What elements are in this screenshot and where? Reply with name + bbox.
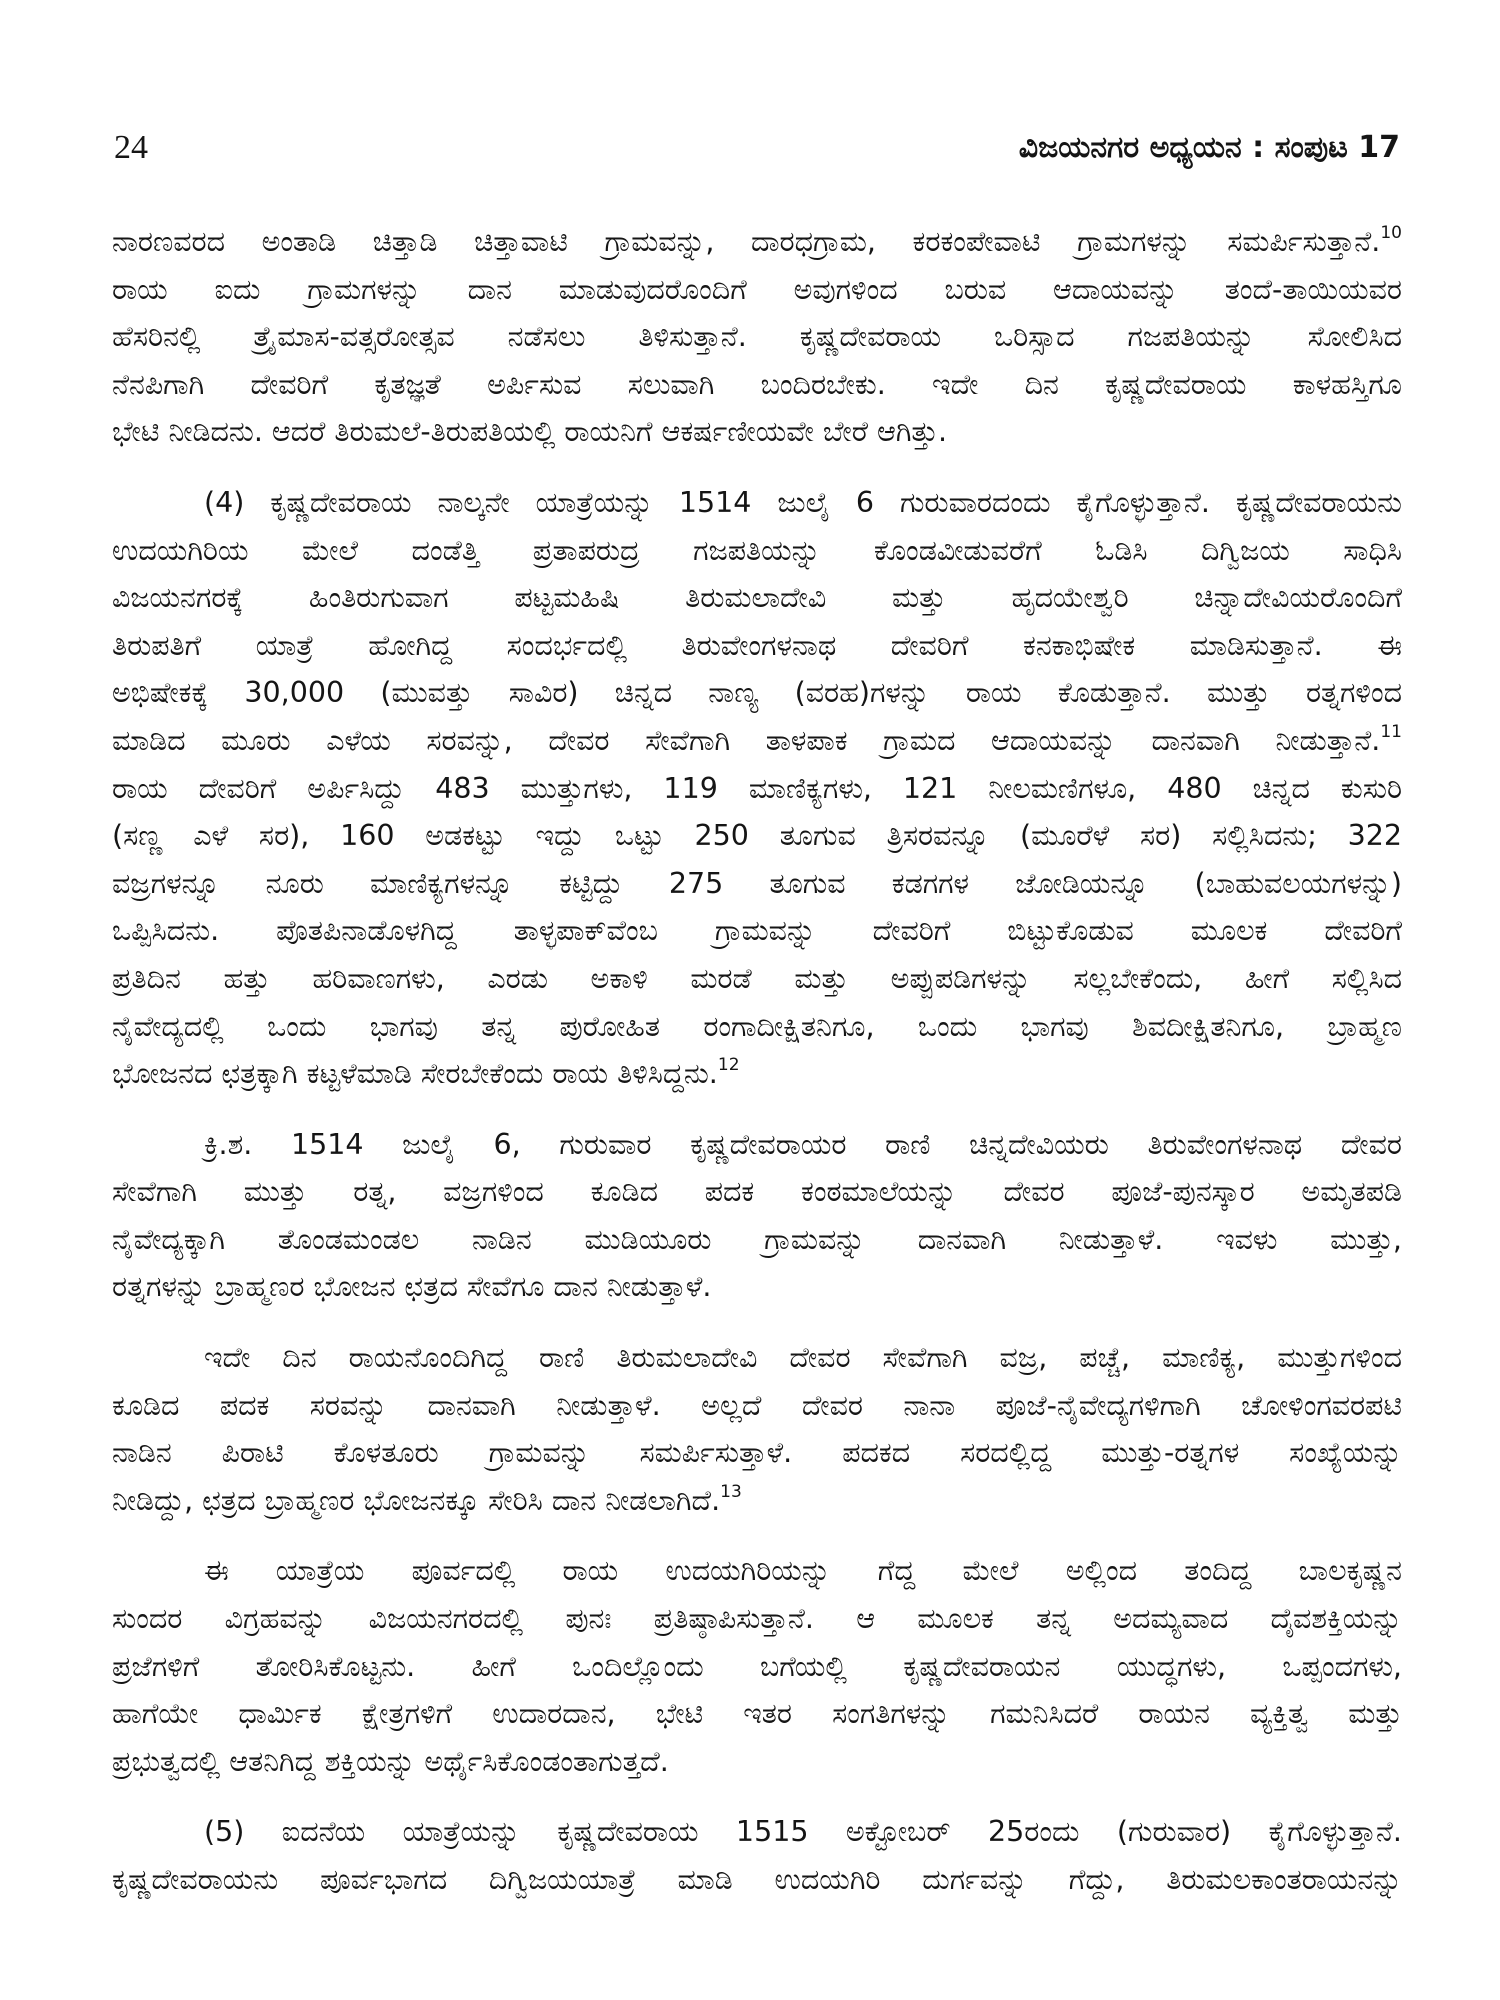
text-line: ನಾಡಿನ ಪಿರಾಟಿ ಕೊಳತೂರು ಗ್ರಾಮವನ್ನು ಸಮರ್ಪಿಸುತ್ತಾಳೆ. ಪದಕದ ಸರದಲ್ಲಿದ್ದ ಮುತ್ತು-ರತ್ನಗಳ ಸಂಖ್ಯೆಯನ್ನು xyxy=(112,1436,1402,1470)
paragraph xyxy=(112,218,1402,456)
paragraph xyxy=(112,1808,1402,1903)
running-head: ವಿಜಯನಗರ ಅಧ್ಯಯನ : ಸಂಪುಟ 17 xyxy=(1018,130,1400,165)
text-line: (ಸಣ್ಣ ಎಳೆ ಸರ), 160 ಅಡಕಟ್ಟು ಇದ್ದು ಒಟ್ಟು 250 ತೂಗುವ ತ್ರಿಸರವನ್ನೂ (ಮೂರೆಳೆ ಸರ) ಸಲ್ಲಿಸಿದನು; 322 xyxy=(112,819,1402,853)
footnote-marker[interactable]: 10 xyxy=(1380,223,1402,243)
text-line: ರಾಯ ಐದು ಗ್ರಾಮಗಳನ್ನು ದಾನ ಮಾಡುವುದರೊಂದಿಗೆ ಅವುಗಳಿಂದ ಬರುವ ಆದಾಯವನ್ನು ತಂದೆ-ತಾಯಿಯವರ xyxy=(112,272,1402,306)
footnote-marker[interactable]: 12 xyxy=(717,1055,740,1076)
footnote-marker[interactable]: 13 xyxy=(720,1481,742,1502)
text-line: ಕೃಷ್ಣದೇವರಾಯನು ಪೂರ್ವಭಾಗದ ದಿಗ್ವಿಜಯಯಾತ್ರೆ ಮಾಡಿ ಉದಯಗಿರಿ ದುರ್ಗವನ್ನು ಗೆದ್ದು, ತಿರುಮಲಕಾಂತರಾಯನನ್ನು xyxy=(112,1863,1402,1896)
text-line: ಕೂಡಿದ ಪದಕ ಸರವನ್ನು ದಾನವಾಗಿ ನೀಡುತ್ತಾಳೆ. ಅಲ್ಲದೆ ದೇವರ ನಾನಾ ಪೂಜೆ-ನೈವೇದ್ಯಗಳಿಗಾಗಿ ಚೋಳಿಂಗವರಪಟಿ xyxy=(112,1388,1402,1422)
text-line: ನೈವೇದ್ಯದಲ್ಲಿ ಒಂದು ಭಾಗವು ತನ್ನ ಪುರೋಹಿತ ರಂಗಾದೀಕ್ಷಿತನಿಗೂ, ಒಂದು ಭಾಗವು ಶಿವದೀಕ್ಷಿತನಿಗೂ, ಬ್ರಾಹ್ಮಣ xyxy=(112,1009,1402,1043)
text-line: (5) ಐದನೆಯ ಯಾತ್ರೆಯನ್ನು ಕೃಷ್ಣದೇವರಾಯ 1515 ಅಕ್ಟೋಬರ್ 25ರಂದು (ಗುರುವಾರ) ಕೈಗೊಳ್ಳುತ್ತಾನೆ. xyxy=(204,1815,1402,1849)
footnote-marker[interactable]: 11 xyxy=(1380,721,1402,742)
text-line: ಉದಯಗಿರಿಯ ಮೇಲೆ ದಂಡೆತ್ತಿ ಪ್ರತಾಪರುದ್ರ ಗಜಪತಿಯನ್ನು ಕೊಂಡವೀಡುವರೆಗೆ ಓಡಿಸಿ ದಿಗ್ವಿಜಯ ಸಾಧಿಸಿ xyxy=(112,533,1402,567)
text-line: ಅಭಿಷೇಕಕ್ಕೆ 30,000 (ಮುವತ್ತು ಸಾವಿರ) ಚಿನ್ನದ ನಾಣ್ಯ (ವರಹ)ಗಳನ್ನು ರಾಯ ಕೊಡುತ್ತಾನೆ. ಮುತ್ತು ರತ್ನಗಳಿಂದ xyxy=(112,676,1402,710)
text-line: ಪ್ರಜೆಗಳಿಗೆ ತೋರಿಸಿಕೊಟ್ಟನು. ಹೀಗೆ ಒಂದಿಲ್ಲೊಂದು ಬಗೆಯಲ್ಲಿ ಕೃಷ್ಣದೇವರಾಯನ ಯುದ್ಧಗಳು, ಒಪ್ಪಂದಗಳು, xyxy=(112,1649,1402,1683)
page-body xyxy=(112,218,1402,1904)
text-line: ಹೆಸರಿನಲ್ಲಿ ತ್ರೈಮಾಸ-ವತ್ಸರೋತ್ಸವ ನಡೆಸಲು ತಿಳಿಸುತ್ತಾನೆ. ಕೃಷ್ಣದೇವರಾಯ ಒರಿಸ್ಸಾದ ಗಜಪತಿಯನ್ನು ಸೋಲಿಸಿದ xyxy=(112,320,1402,354)
text-line: (4) ಕೃಷ್ಣದೇವರಾಯ ನಾಲ್ಕನೇ ಯಾತ್ರೆಯನ್ನು 1514 ಜುಲೈ 6 ಗುರುವಾರದಂದು ಕೈಗೊಳ್ಳುತ್ತಾನೆ. ಕೃಷ್ಣದೇವರಾಯನು xyxy=(204,485,1402,519)
text-line: ಪ್ರಭುತ್ವದಲ್ಲಿ ಆತನಿಗಿದ್ದ ಶಕ್ತಿಯನ್ನು ಅರ್ಥೈಸಿಕೊಂಡಂತಾಗುತ್ತದೆ. xyxy=(112,1744,669,1778)
paragraph xyxy=(112,1121,1402,1311)
text-line: ಹಾಗೆಯೇ ಧಾರ್ಮಿಕ ಕ್ಷೇತ್ರಗಳಿಗೆ ಉದಾರದಾನ, ಭೇಟಿ ಇತರ ಸಂಗತಿಗಳನ್ನು ಗಮನಿಸಿದರೆ ರಾಯನ ವ್ಯಕ್ತಿತ್ವ ಮತ್ತು xyxy=(112,1697,1402,1731)
text-line: ಭೋಜನದ ಛತ್ರಕ್ಕಾಗಿ ಕಟ್ಟಳೆಮಾಡಿ ಸೇರಬೇಕೆಂದು ರಾಯ ತಿಳಿಸಿದ್ದನು.$^{12}$ xyxy=(112,1055,740,1091)
text-line: ರಾಯ ದೇವರಿಗೆ ಅರ್ಪಿಸಿದ್ದು 483 ಮುತ್ತುಗಳು, 119 ಮಾಣಿಕ್ಯಗಳು, 121 ನೀಲಮಣಿಗಳೂ, 480 ಚಿನ್ನದ ಕುಸುರಿ xyxy=(112,771,1402,805)
text-line: ವಿಜಯನಗರಕ್ಕೆ ಹಿಂತಿರುಗುವಾಗ ಪಟ್ಟಮಹಿಷಿ ತಿರುಮಲಾದೇವಿ ಮತ್ತು ಹೃದಯೇಶ್ವರಿ ಚಿನ್ನಾದೇವಿಯರೊಂದಿಗೆ xyxy=(112,581,1402,615)
page-number: 24 xyxy=(114,129,148,166)
text-line: ಸೇವೆಗಾಗಿ ಮುತ್ತು ರತ್ನ, ವಜ್ರಗಳಿಂದ ಕೂಡಿದ ಪದಕ ಕಂಠಮಾಲೆಯನ್ನು ದೇವರ ಪೂಜೆ-ಪುನಸ್ಕಾರ ಅಮೃತಪಡಿ xyxy=(112,1175,1402,1209)
text-line: ಭೇಟಿ ನೀಡಿದನು. ಆದರೆ ತಿರುಮಲೆ-ತಿರುಪತಿಯಲ್ಲಿ ರಾಯನಿಗೆ ಆಕರ್ಷಣೀಯವೇ ಬೇರೆ ಆಗಿತ್ತು. xyxy=(112,415,948,449)
text-line: ಕ್ರಿ.ಶ. 1514 ಜುಲೈ 6, ಗುರುವಾರ ಕೃಷ್ಣದೇವರಾಯರ ರಾಣಿ ಚಿನ್ನದೇವಿಯರು ತಿರುವೇಂಗಳನಾಥ ದೇವರ xyxy=(204,1127,1402,1161)
text-line: ಪ್ರತಿದಿನ ಹತ್ತು ಹರಿವಾಣಗಳು, ಎರಡು ಅಕಾಳಿ ಮರಡೆ ಮತ್ತು ಅಪ್ಪುಪಡಿಗಳನ್ನು ಸಲ್ಲಬೇಕೆಂದು, ಹೀಗೆ ಸಲ್ಲಿಸಿದ xyxy=(112,961,1402,995)
page-header xyxy=(114,128,1400,176)
text-line: ತಿರುಪತಿಗೆ ಯಾತ್ರೆ ಹೋಗಿದ್ದ ಸಂದರ್ಭದಲ್ಲಿ ತಿರುವೇಂಗಳನಾಥ ದೇವರಿಗೆ ಕನಕಾಭಿಷೇಕ ಮಾಡಿಸುತ್ತಾನೆ. ಈ xyxy=(112,628,1402,662)
paragraph xyxy=(112,1547,1402,1785)
text-line: ಒಪ್ಪಿಸಿದನು. ಪೊತಪಿನಾಡೊಳಗಿದ್ದ ತಾಳ್ಳಪಾಕ್‌ವೆಂಬ ಗ್ರಾಮವನ್ನು ದೇವರಿಗೆ ಬಿಟ್ಟುಕೊಡುವ ಮೂಲಕ ದೇವರಿಗೆ xyxy=(112,914,1402,948)
text-line: ಸುಂದರ ವಿಗ್ರಹವನ್ನು ವಿಜಯನಗರದಲ್ಲಿ ಪುನಃ ಪ್ರತಿಷ್ಠಾಪಿಸುತ್ತಾನೆ. ಆ ಮೂಲಕ ತನ್ನ ಅದಮ್ಯವಾದ ದೈವಶಕ್ತಿಯನ್ನು xyxy=(112,1602,1402,1636)
text-line: ಈ ಯಾತ್ರೆಯ ಪೂರ್ವದಲ್ಲಿ ರಾಯ ಉದಯಗಿರಿಯನ್ನು ಗೆದ್ದ ಮೇಲೆ ಅಲ್ಲಿಂದ ತಂದಿದ್ದ ಬಾಲಕೃಷ್ಣನ xyxy=(204,1554,1402,1588)
text-line: ವಜ್ರಗಳನ್ನೂ ನೂರು ಮಾಣಿಕ್ಯಗಳನ್ನೂ ಕಟ್ಟಿದ್ದು 275 ತೂಗುವ ಕಡಗಗಳ ಜೋಡಿಯನ್ನೂ (ಬಾಹುವಲಯಗಳನ್ನು) xyxy=(112,866,1402,900)
text-line: ಮಾಡಿದ ಮೂರು ಎಳೆಯ ಸರವನ್ನು, ದೇವರ ಸೇವೆಗಾಗಿ ತಾಳಪಾಕ ಗ್ರಾಮದ ಆದಾಯವನ್ನು ದಾನವಾಗಿ ನೀಡುತ್ತಾನೆ.$^{11}$ xyxy=(112,721,1402,757)
paragraph xyxy=(112,479,1402,1098)
text-line: ರತ್ನಗಳನ್ನು ಬ್ರಾಹ್ಮಣರ ಭೋಜನ ಛತ್ರದ ಸೇವೆಗೂ ದಾನ ನೀಡುತ್ತಾಳೆ. xyxy=(112,1270,712,1304)
text-line: ನಾರಣವರದ ಅಂತಾಡಿ ಚಿತ್ತಾಡಿ ಚಿತ್ತಾವಾಟಿ ಗ್ರಾಮವನ್ನು, ದಾರಧಗ್ರಾಮ, ಕರಕಂಪೇವಾಟಿ ಗ್ರಾಮಗಳನ್ನು ಸಮರ್ಪಿಸುತ್ತಾನೆ.$^{10}$ xyxy=(112,223,1402,258)
text-line: ನೈವೇದ್ಯಕ್ಕಾಗಿ ತೊಂಡಮಂಡಲ ನಾಡಿನ ಮುಡಿಯೂರು ಗ್ರಾಮವನ್ನು ದಾನವಾಗಿ ನೀಡುತ್ತಾಳೆ. ಇವಳು ಮುತ್ತು, xyxy=(112,1222,1402,1256)
text-line: ನೀಡಿದ್ದು, ಛತ್ರದ ಬ್ರಾಹ್ಮಣರ ಭೋಜನಕ್ಕೂ ಸೇರಿಸಿ ದಾನ ನೀಡಲಾಗಿದೆ.$^{13}$ xyxy=(112,1481,742,1517)
text-line: ಇದೇ ದಿನ ರಾಯನೊಂದಿಗಿದ್ದ ರಾಣಿ ತಿರುಮಲಾದೇವಿ ದೇವರ ಸೇವೆಗಾಗಿ ವಜ್ರ, ಪಚ್ಚೆ, ಮಾಣಿಕ್ಯ, ಮುತ್ತುಗಳಿಂದ xyxy=(204,1341,1402,1375)
text-line: ನೆನಪಿಗಾಗಿ ದೇವರಿಗೆ ಕೃತಜ್ಞತೆ ಅರ್ಪಿಸುವ ಸಲುವಾಗಿ ಬಂದಿರಬೇಕು. ಇದೇ ದಿನ ಕೃಷ್ಣದೇವರಾಯ ಕಾಳಹಸ್ತಿಗೂ xyxy=(112,367,1402,401)
paragraph xyxy=(112,1334,1402,1524)
